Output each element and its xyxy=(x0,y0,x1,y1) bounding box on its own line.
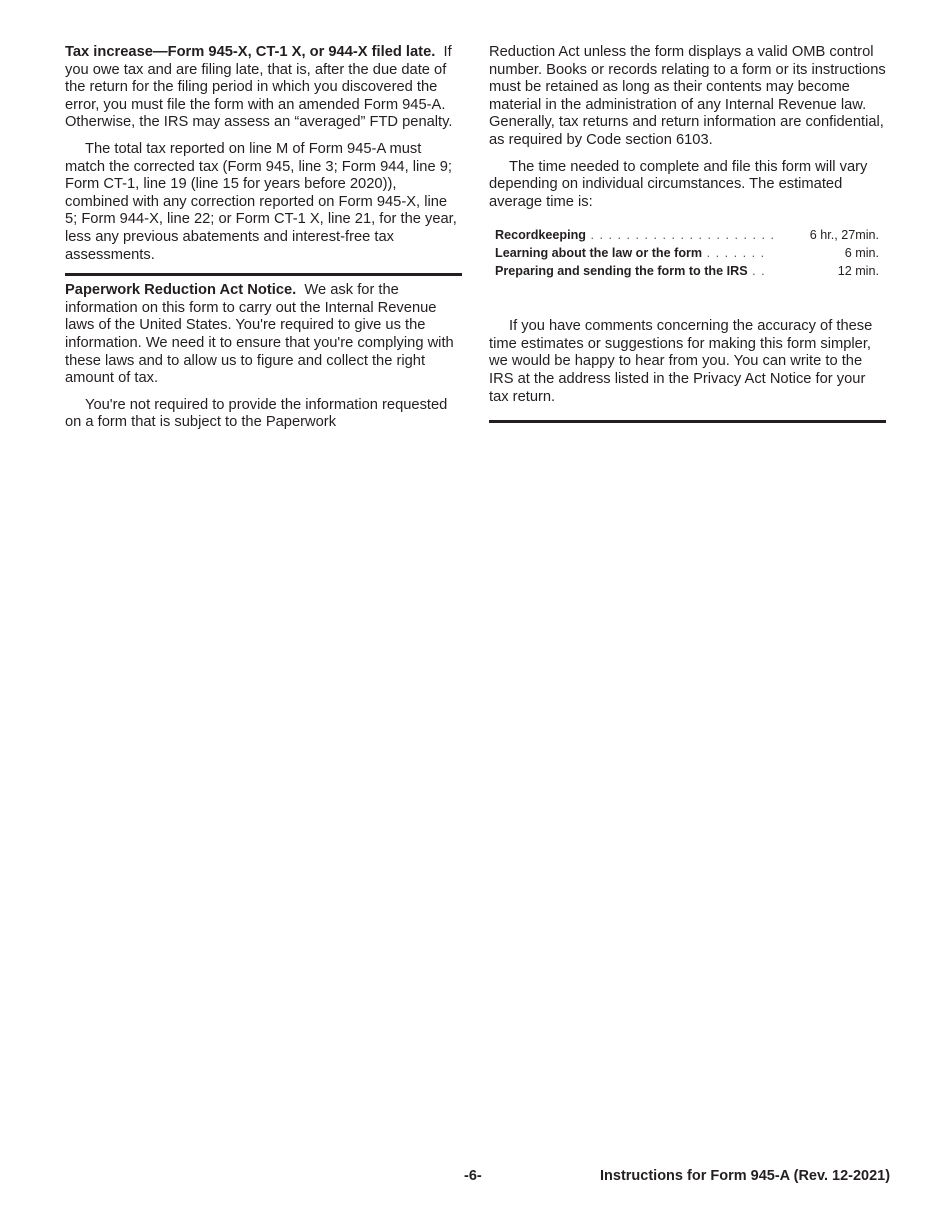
paperwork-paragraph xyxy=(65,282,462,388)
tax-increase-body: If you owe tax and are filing late, that is, after the due date of the return for the filing period in which you discovered the error, you must file the form with an amended Form 945-A. Otherwise, the IRS may assess an “averaged” FTD penalty. xyxy=(65,44,453,131)
form-title: Instructions for Form 945-A (Rev. 12-2021) xyxy=(600,1168,891,1184)
task-time: 6 min. xyxy=(844,245,879,260)
paperwork-body: We ask for the information on this form to carry out the Internal Revenue laws of the United States. You're required to give us the information. We need it to ensure that you're complying with these laws and to allow us to figure and collect the right amount of tax. xyxy=(65,282,454,387)
task-label: Preparing and sending the form to the IRS . . xyxy=(495,263,766,278)
total-tax-paragraph: The total tax reported on line M of Form 945-A must match the corrected tax (Form 945, line 3; Form 944, line 9; Form CT-1, line 19 (line 15 for years before 2020)), combined with any correction reported on Form 945-X, line 5; Form 944-X, line 22; or Form CT-1 X, line 21, for the year, less any previous abatements and interest-free tax assessments. xyxy=(65,140,457,263)
right-column xyxy=(489,44,886,423)
table-row xyxy=(495,227,879,245)
tax-increase-paragraph xyxy=(65,44,462,132)
end-divider xyxy=(489,420,886,423)
task-time: 12 min. xyxy=(837,263,879,278)
table-row xyxy=(495,263,879,281)
time-estimate-table xyxy=(495,227,879,280)
omb-paragraph: Reduction Act unless the form displays a valid OMB control number. Books or records relating to a form or its instructions must be retained as long as their contents may become material in the administration of any Internal Revenue law. Generally, tax returns and return information are confidential, as required by Code section 6103. xyxy=(489,44,886,148)
left-column xyxy=(65,44,462,441)
not-required-paragraph: You're not required to provide the information requested on a form that is subject to the Paperwork xyxy=(65,396,448,431)
comments-paragraph: If you have comments concerning the accuracy of these time estimates or suggestions for making this form simpler, we would be happy to hear from you. You can write to the IRS at the address listed in the Privacy Act Notice for your tax return. xyxy=(489,318,873,405)
paperwork-heading: Paperwork Reduction Act Notice. xyxy=(65,282,297,299)
page-number: -6- xyxy=(464,1168,482,1184)
time-needed-paragraph: The time needed to complete and file this form will vary depending on individual circumstances. The estimated average time is: xyxy=(489,158,868,210)
task-label: Recordkeeping . . . . . . . . . . . . . . . . . . . . . xyxy=(495,228,775,243)
task-label: Learning about the law or the form . . . . . . . xyxy=(495,245,766,260)
task-time: 6 hr., 27min. xyxy=(809,228,879,243)
section-divider xyxy=(65,273,462,276)
tax-increase-heading: Tax increase—Form 945-X, CT-1 X, or 944-X filed late. xyxy=(65,44,436,60)
table-row xyxy=(495,245,879,263)
